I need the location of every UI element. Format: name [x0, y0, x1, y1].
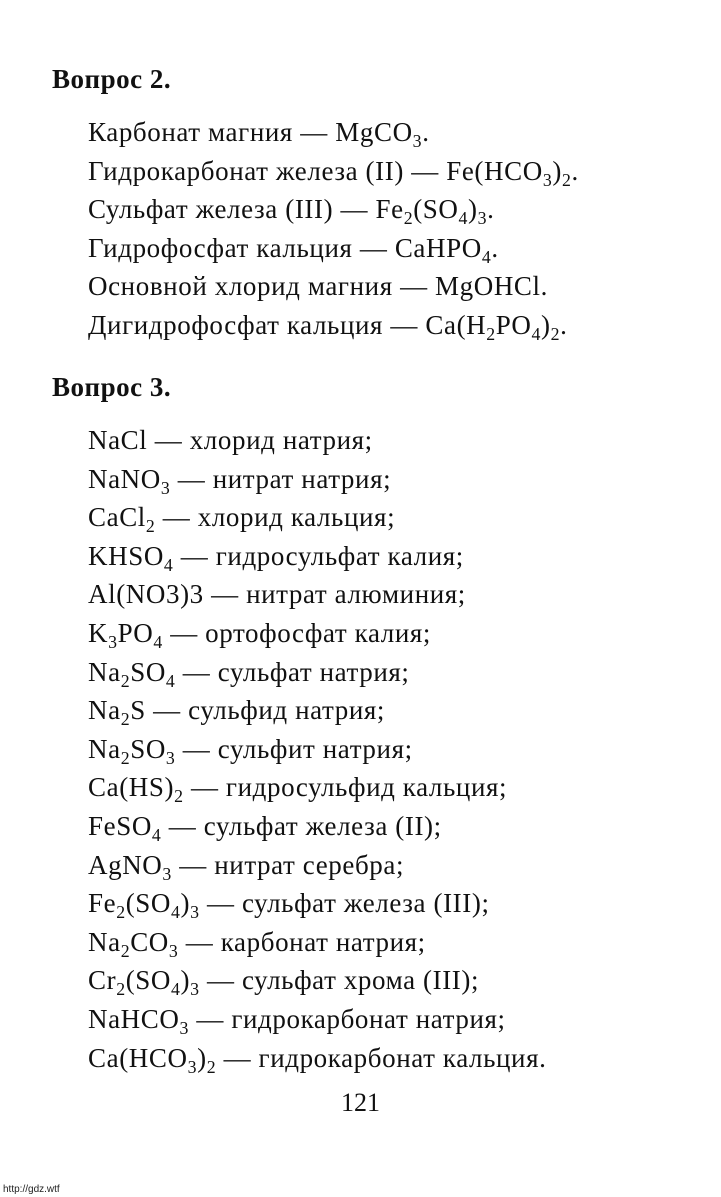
compound-name: Гидрофосфат кальция — [88, 232, 395, 263]
subscript: 2 [120, 709, 131, 730]
subscript: 3 [160, 477, 171, 498]
compound-name: — гидросульфат калия; [173, 540, 464, 571]
answer-line [88, 1039, 546, 1078]
line-end: . [540, 271, 548, 302]
chemical-formula: $Ca(HS)_2$ [88, 772, 184, 807]
answer-line [88, 807, 546, 846]
compound-name: Гидрокарбонат железа (II) — [88, 155, 447, 186]
chemical-formula: $Na_2SO_3$ [88, 733, 176, 768]
subscript: 3 [190, 979, 200, 1000]
subscript: 4 [153, 632, 163, 653]
chemical-formula: $Fe(HCO_3)_2$ [446, 155, 572, 190]
answer-line [88, 306, 579, 345]
compound-name: — сульфат хрома (III); [199, 965, 480, 996]
chemical-formula: MgCO$_3$ [335, 117, 423, 152]
answer-line [88, 498, 546, 537]
answer-line [88, 460, 546, 499]
subscript: 2 [206, 1056, 217, 1077]
chemical-formula: $Ca(H_2PO_4)_2$ [425, 309, 561, 345]
compound-name: Дигидрофосфат кальция — [88, 309, 426, 340]
chemical-formula: CaCl$_2$ [88, 502, 156, 537]
answer-line [88, 846, 546, 885]
line-end: . [560, 309, 568, 340]
line-end: . [487, 194, 495, 225]
compound-name: — сульфит натрия; [175, 733, 413, 764]
subscript: 3 [168, 940, 179, 961]
question-2-heading: Вопрос 2. [52, 64, 172, 94]
subscript: 2 [486, 324, 496, 345]
line-end: . [571, 155, 579, 186]
subscript: 4 [171, 902, 181, 923]
chemical-formula: $Na_2S$ [88, 695, 146, 730]
compound-name: — нитрат натрия; [170, 463, 392, 494]
subscript: 4 [165, 670, 176, 691]
subscript: 3 [412, 131, 423, 152]
answer-line [88, 113, 579, 152]
compound-name: Сульфат железа (III) — [88, 194, 376, 225]
answer-line [88, 190, 579, 229]
compound-name: — нитрат алюминия; [203, 579, 466, 610]
subscript: 2 [120, 940, 131, 961]
compound-name: Карбонат магния — [88, 117, 336, 147]
answer-line [88, 537, 546, 576]
subscript: 2 [174, 786, 184, 807]
chemical-formula: MgOHCl [435, 271, 541, 302]
answer-line [88, 267, 579, 306]
answer-line [88, 229, 579, 268]
chemical-formula: NaNO$_3$ [88, 463, 171, 498]
answer-line [88, 152, 579, 191]
compound-name: — сульфат железа (III); [199, 888, 490, 919]
question-3-heading: Вопрос 3. [52, 372, 172, 402]
line-end: . [422, 117, 430, 147]
chemical-formula: AgNO$_3$ [88, 849, 172, 884]
compound-name: — гидрокарбонат натрия; [189, 1003, 506, 1034]
answer-line [88, 730, 546, 769]
chemical-formula: $Fe_2(SO_4)_3$ [88, 888, 200, 923]
subscript: 3 [108, 632, 118, 653]
chemical-formula: $Ca(HCO_3)_2$ [88, 1042, 217, 1077]
subscript: 4 [171, 979, 181, 1000]
compound-name: — нитрат серебра; [171, 849, 405, 880]
question-3-list [88, 421, 546, 1077]
page-number: 121 [341, 1088, 380, 1117]
subscript: 2 [120, 747, 131, 768]
subscript: 3 [165, 747, 176, 768]
subscript: 3 [477, 208, 488, 229]
chemical-formula: NaHCO$_3$ [88, 1003, 190, 1039]
chemical-formula: CaHPO$_4$ [394, 232, 492, 268]
answer-line [88, 961, 546, 1000]
subscript: 2 [116, 902, 126, 923]
compound-name: — карбонат натрия; [178, 926, 426, 957]
answer-line [88, 691, 546, 730]
subscript: 4 [458, 208, 469, 229]
compound-name: — хлорид кальция; [155, 502, 396, 533]
subscript: 2 [550, 324, 561, 345]
subscript: 3 [190, 902, 200, 923]
question-2-list [88, 113, 579, 345]
compound-name: — сульфат натрия; [175, 656, 410, 687]
answer-line [88, 421, 546, 460]
chemical-formula: FeSO$_4$ [88, 810, 162, 846]
subscript: 4 [531, 324, 542, 345]
chemical-formula: Al(NO3)3 [88, 579, 204, 610]
subscript: 4 [481, 247, 492, 268]
answer-line [88, 614, 546, 653]
subscript: 3 [179, 1018, 190, 1039]
subscript: 2 [403, 208, 414, 229]
answer-line [88, 1000, 546, 1039]
chemical-formula: $KHSO_4$ [88, 540, 174, 576]
compound-name: Основной хлорид магния — [88, 271, 436, 302]
subscript: 2 [561, 169, 572, 190]
chemical-formula: $Na_2CO_3$ [88, 926, 179, 961]
subscript: 2 [120, 670, 131, 691]
compound-name: — сульфид натрия; [145, 695, 386, 726]
subscript: 2 [145, 516, 156, 537]
compound-name: — гидрокарбонат кальция. [216, 1042, 547, 1073]
answer-line [88, 923, 546, 962]
chemical-formula: $Fe_2(SO_4)_3$ [375, 194, 488, 229]
compound-name: — ортофосфат калия; [162, 617, 432, 648]
compound-name: — хлорид натрия; [147, 425, 373, 455]
watermark-link[interactable]: http://gdz.wtf [3, 1184, 60, 1195]
chemical-formula: $K_3PO_4$ [88, 617, 163, 653]
answer-line [88, 575, 546, 614]
subscript: 2 [116, 979, 126, 1000]
answer-line [88, 768, 546, 807]
chemical-formula: $Na_2SO_4$ [88, 656, 176, 691]
answer-line [88, 653, 546, 692]
subscript: 4 [163, 555, 174, 576]
subscript: 3 [187, 1056, 198, 1077]
chemical-formula: $Cr_2(SO_4)_3$ [88, 965, 200, 1000]
compound-name: — гидросульфид кальция; [183, 772, 508, 803]
chemical-formula: NaCl [88, 425, 148, 455]
line-end: . [491, 232, 499, 263]
subscript: 4 [151, 825, 162, 846]
compound-name: — сульфат железа (II); [161, 810, 442, 841]
subscript: 3 [542, 169, 553, 190]
subscript: 3 [162, 863, 172, 884]
answer-line [88, 884, 546, 923]
